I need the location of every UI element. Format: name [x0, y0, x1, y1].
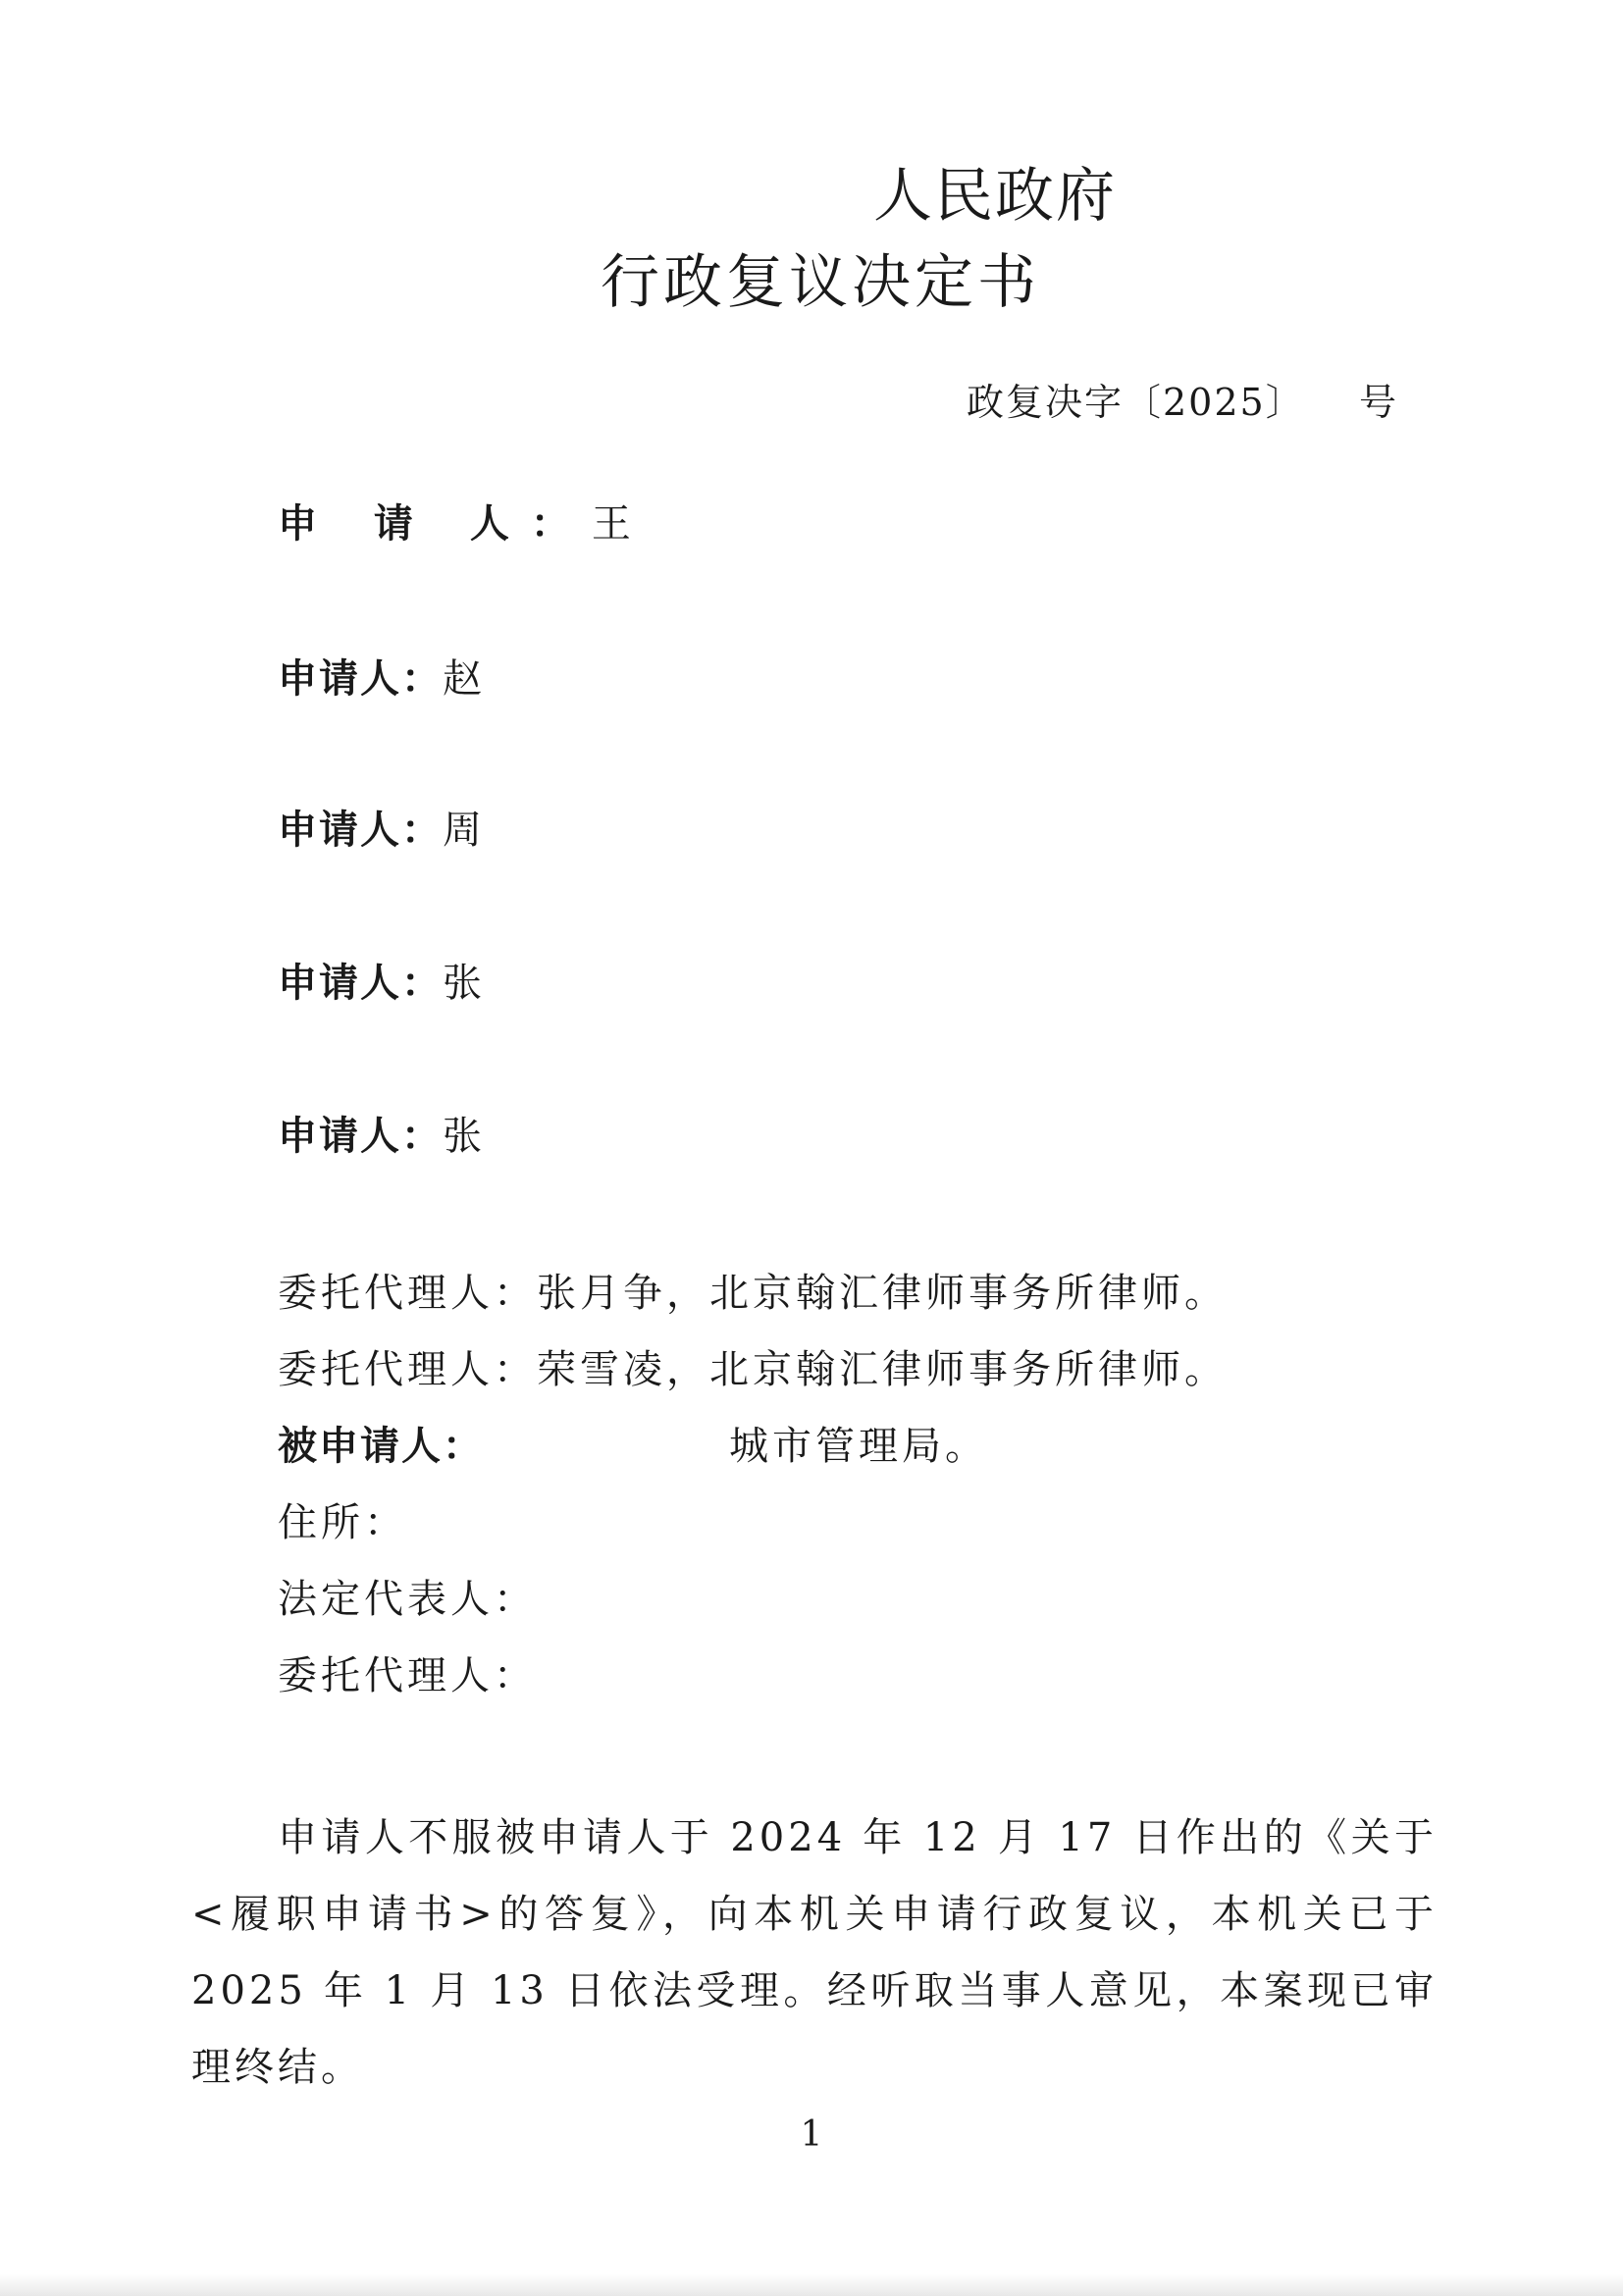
agent-label: 委托代理人：: [278, 1271, 537, 1316]
applicant-label: 申请人：: [278, 656, 443, 702]
document-number-prefix: 政复决字〔2025〕: [967, 381, 1305, 424]
redaction-block: [484, 1428, 729, 1471]
applicant-name: 周: [443, 808, 486, 853]
applicant-label: 申请人：: [278, 961, 443, 1006]
document-number: [967, 375, 1398, 430]
applicant-name: 张: [443, 961, 486, 1006]
agent-2: [278, 1342, 1228, 1397]
applicant-name: 赵: [443, 656, 486, 702]
applicant-2: [278, 652, 486, 706]
document-title-line2: 行政复议决定书: [601, 248, 1040, 317]
respondent-address: [278, 1495, 407, 1550]
respondent-agent: [278, 1648, 537, 1703]
page-number: 1: [800, 2114, 823, 2155]
agent-value: 荣雪凌，北京翰汇律师事务所律师。: [537, 1347, 1228, 1392]
applicant-3: [278, 803, 486, 858]
document-title-line1: [510, 157, 1117, 235]
agent-value: 张月争，北京翰汇律师事务所律师。: [537, 1271, 1228, 1316]
redaction-block: [510, 171, 873, 230]
applicant-name: 王: [591, 501, 635, 547]
applicant-4: [278, 956, 486, 1011]
applicant-name: 张: [443, 1114, 486, 1159]
respondent: [278, 1419, 988, 1474]
respondent-label: 被申请人：: [278, 1424, 484, 1469]
respondent-legal-rep: [278, 1572, 537, 1627]
respondent-agent-label: 委托代理人：: [278, 1653, 537, 1698]
title-agency: 人民政府: [873, 162, 1117, 231]
document-number-suffix: 号: [1359, 381, 1399, 424]
scan-edge-shadow: [0, 2274, 1623, 2296]
agent-label: 委托代理人：: [278, 1347, 537, 1392]
respondent-name: 城市管理局。: [729, 1424, 988, 1469]
legal-rep-label: 法定代表人：: [278, 1577, 537, 1622]
address-label: 住所：: [278, 1500, 407, 1545]
applicant-label: 申请人：: [278, 808, 443, 853]
applicant-label: 申请人：: [278, 1114, 443, 1159]
applicant-5: [278, 1109, 486, 1164]
agent-1: [278, 1266, 1228, 1321]
applicant-1: [278, 496, 635, 551]
applicant-label: 申 请 人：: [278, 501, 592, 547]
body-paragraph: 申请人不服被申请人于 2024 年 12 月 17 日作出的《关于<履职申请书>的答复》，向本机关申请行政复议，本机关已于 2025 年 1 月 13 日依法受理。经听取当事人意见，本案现已审理终结。: [191, 1815, 1438, 2090]
